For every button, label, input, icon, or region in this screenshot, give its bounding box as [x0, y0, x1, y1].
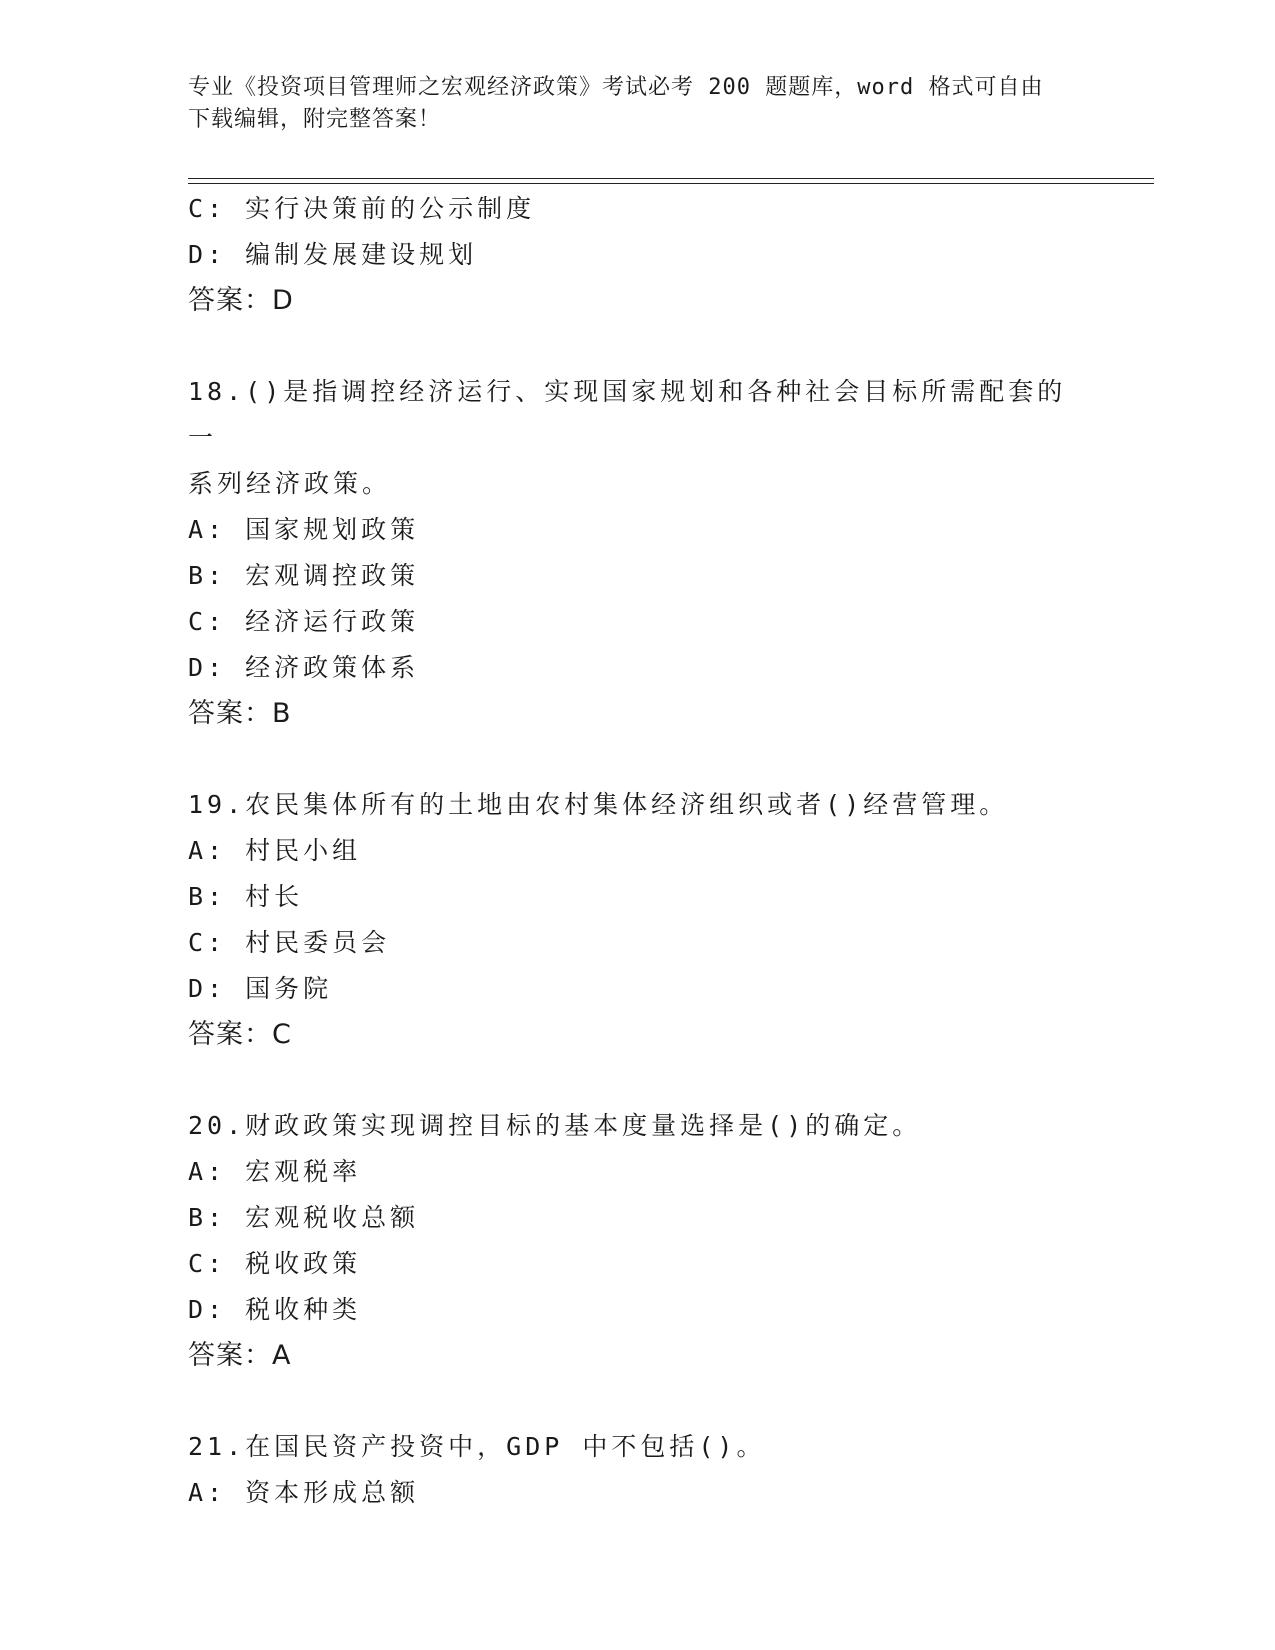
question-text: 20.财政政策实现调控目标的基本度量选择是()的确定。 — [188, 1111, 922, 1140]
question-19 — [188, 782, 1088, 1058]
option-a: A: 资本形成总额 — [188, 1478, 420, 1507]
header-line-1: 专业《投资项目管理师之宏观经济政策》考试必考 200 题题库，word 格式可自由 — [188, 75, 1044, 100]
question-17-continued — [188, 186, 1088, 324]
question-text: 18.()是指调控经济运行、实现国家规划和各种社会目标所需配套的一 — [188, 377, 1067, 452]
option-a: A: 宏观税率 — [188, 1157, 362, 1186]
option-a: A: 国家规划政策 — [188, 515, 420, 544]
question-list — [188, 186, 1088, 1516]
option-c: C: 税收政策 — [188, 1249, 362, 1278]
question-21 — [188, 1424, 1088, 1516]
question-18 — [188, 369, 1088, 737]
answer-line: 答案：B — [188, 698, 292, 729]
question-text-continued: 系列经济政策。 — [188, 469, 392, 498]
question-text: 21.在国民资产投资中，GDP 中不包括()。 — [188, 1432, 766, 1461]
answer-line: 答案：A — [188, 1340, 292, 1371]
option-b: B: 宏观调控政策 — [188, 561, 420, 590]
option-b: B: 村长 — [188, 882, 304, 911]
answer-line: 答案：D — [188, 285, 294, 316]
option-d: D: 税收种类 — [188, 1295, 362, 1324]
document-header — [188, 72, 1068, 136]
question-text: 19.农民集体所有的土地由农村集体经济组织或者()经营管理。 — [188, 790, 1009, 819]
option-a: A: 村民小组 — [188, 836, 362, 865]
option-c: C: 村民委员会 — [188, 928, 391, 957]
header-line-2: 下载编辑，附完整答案！ — [188, 107, 442, 132]
question-20 — [188, 1103, 1088, 1379]
option-b: B: 宏观税收总额 — [188, 1203, 420, 1232]
option-c: C: 实行决策前的公示制度 — [188, 194, 536, 223]
option-d: D: 国务院 — [188, 974, 333, 1003]
option-d: D: 经济政策体系 — [188, 653, 420, 682]
answer-line: 答案：C — [188, 1019, 292, 1050]
header-divider-top — [188, 178, 1154, 179]
header-divider-bottom — [188, 183, 1154, 184]
option-c: C: 经济运行政策 — [188, 607, 420, 636]
option-d: D: 编制发展建设规划 — [188, 240, 478, 269]
